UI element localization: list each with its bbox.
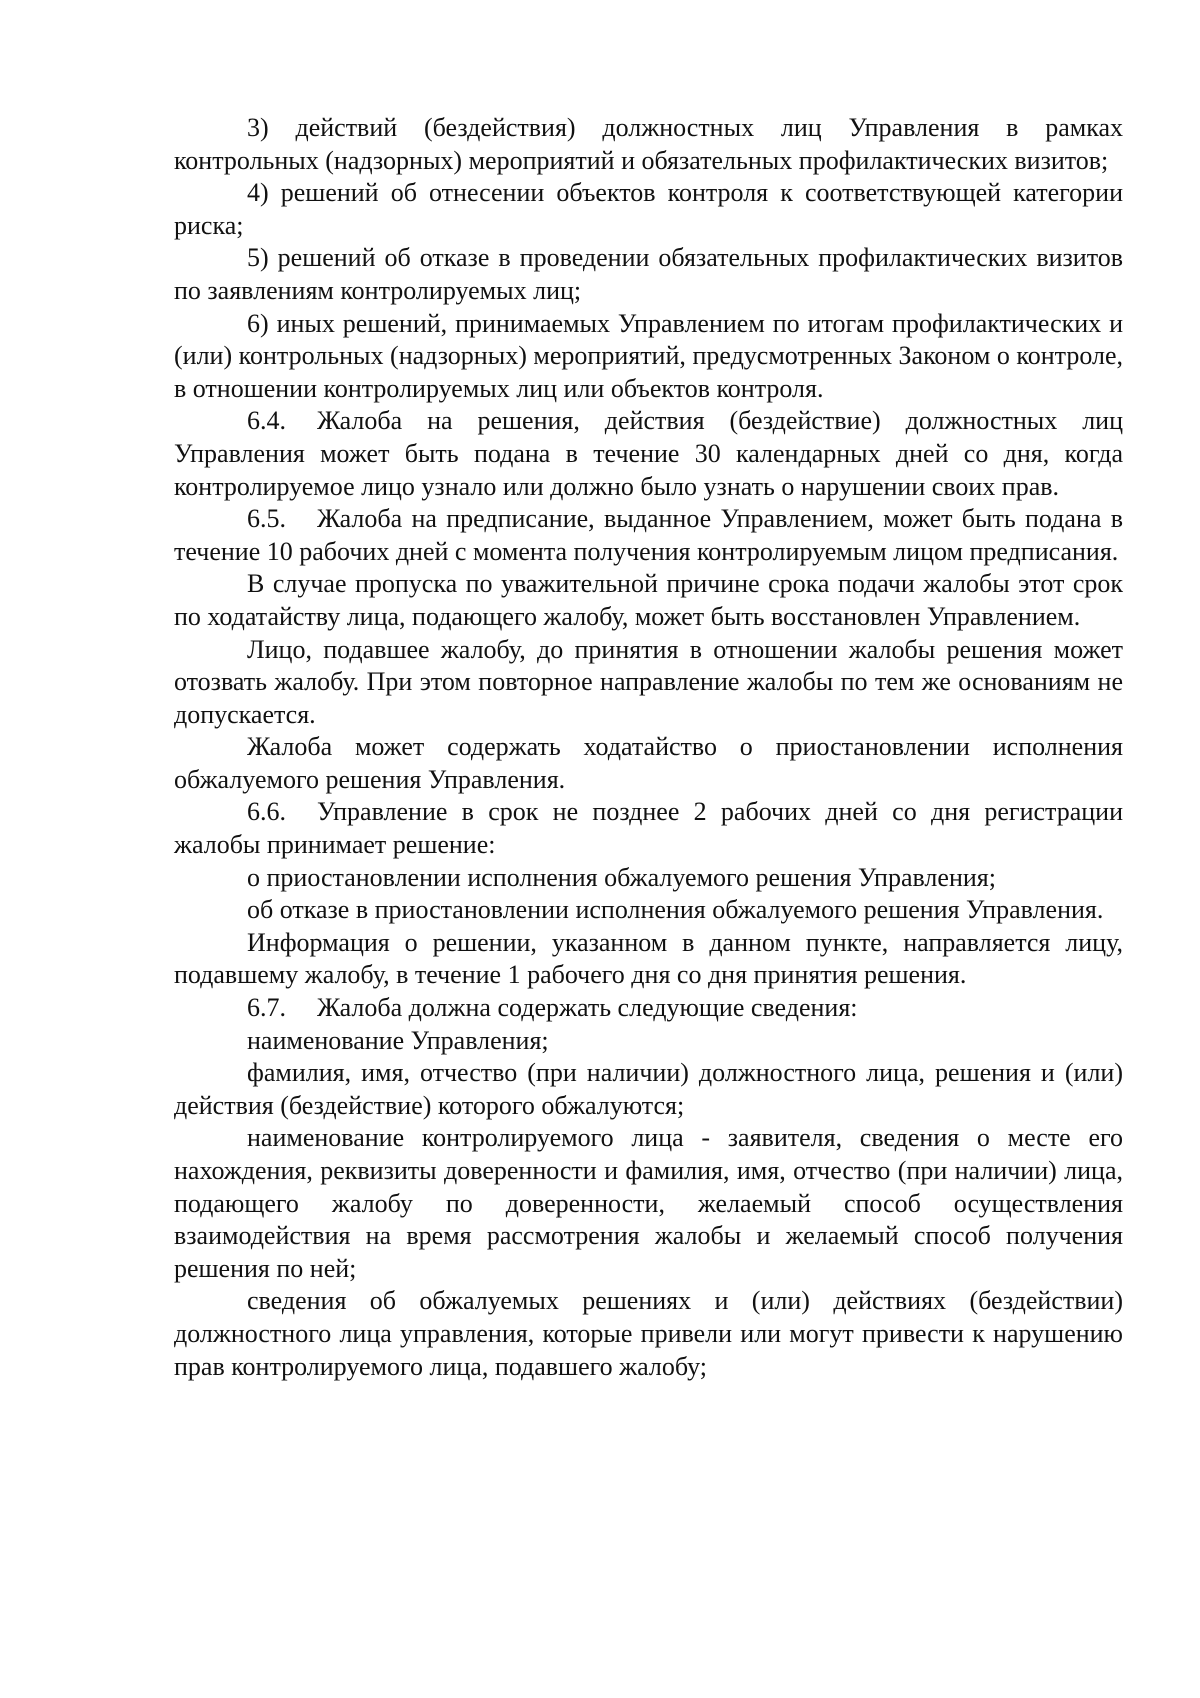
document-page xyxy=(174,112,1123,1383)
clause-number: 6.5. xyxy=(247,504,286,534)
paragraph-requirement-1: наименование Управления; xyxy=(247,1025,549,1055)
paragraph-decision-info: Информация о решении, указанном в данном пункте, направляется лицу, подавшему жалобу, в течение 1 рабочего дня со дня принятия решения. xyxy=(174,927,1123,990)
clause-number: 6.6. xyxy=(247,797,286,827)
paragraph-requirement-3: наименование контролируемого лица - заявителя, сведения о месте его нахождения, реквизиты доверенности и фамилия, имя, отчество (при наличии) лица, подающего жалобу по доверенности, желаемый способ осуществления взаимодействия на время рассмотрения жалобы и желаемый способ получения решения по ней; xyxy=(174,1123,1123,1283)
paragraph-refuse-option: об отказе в приостановлении исполнения обжалуемого решения Управления. xyxy=(247,895,1104,925)
paragraph-requirement-2: фамилия, имя, отчество (при наличии) должностного лица, решения и (или) действия (бездействие) которого обжалуются; xyxy=(174,1058,1123,1120)
paragraph-requirement-4: сведения об обжалуемых решениях и (или) действиях (бездействии) должностного лица управления, которые привели или могут привести к нарушению прав контролируемого лица, подавшего жалобу; xyxy=(174,1286,1123,1381)
paragraph-6-5: 6.5. Жалоба на предписание, выданное Управлением, может быть подана в течение 10 рабочих дней с момента получения контролируемым лицом предписания. xyxy=(174,504,1123,566)
paragraph-6-4: 6.4. Жалоба на решения, действия (бездействие) должностных лиц Управления может быть подана в течение 30 календарных дней со дня, когда контролируемое лицо узнало или должно было узнать о нарушении своих прав. xyxy=(174,406,1123,501)
paragraph-suspension-request: Жалоба может содержать ходатайство о приостановлении исполнения обжалуемого решения Управления. xyxy=(174,732,1123,794)
paragraph-6-6: 6.6. Управление в срок не позднее 2 рабочих дней со дня регистрации жалобы принимает решение: xyxy=(174,797,1123,860)
paragraph-item-6: 6) иных решений, принимаемых Управлением по итогам профилактических и (или) контрольных (надзорных) мероприятий, предусмотренных Законом о контроле, в отношении контролируемых лиц или объектов контроля. xyxy=(174,308,1123,403)
paragraph-6-7: 6.7. Жалоба должна содержать следующие сведения: xyxy=(174,992,1123,1025)
paragraph-missed-deadline: В случае пропуска по уважительной причине срока подачи жалобы этот срок по ходатайству лица, подающего жалобу, может быть восстановлен Управлением. xyxy=(174,569,1123,631)
clause-number: 6.4. xyxy=(247,406,286,436)
paragraph-item-5: 5) решений об отказе в проведении обязательных профилактических визитов по заявлениям контролируемых лиц; xyxy=(174,243,1123,305)
paragraph-item-4: 4) решений об отнесении объектов контроля к соответствующей категории риска; xyxy=(174,178,1123,240)
paragraph-item-3: 3) действий (бездействия) должностных лиц Управления в рамках контрольных (надзорных) мероприятий и обязательных профилактических визитов; xyxy=(174,113,1123,175)
paragraph-suspend-option: о приостановлении исполнения обжалуемого решения Управления; xyxy=(247,862,996,892)
clause-number: 6.7. xyxy=(247,993,286,1023)
paragraph-withdraw-complaint: Лицо, подавшее жалобу, до принятия в отношении жалобы решения может отозвать жалобу. При этом повторное направление жалобы по тем же основаниям не допускается. xyxy=(174,634,1123,729)
